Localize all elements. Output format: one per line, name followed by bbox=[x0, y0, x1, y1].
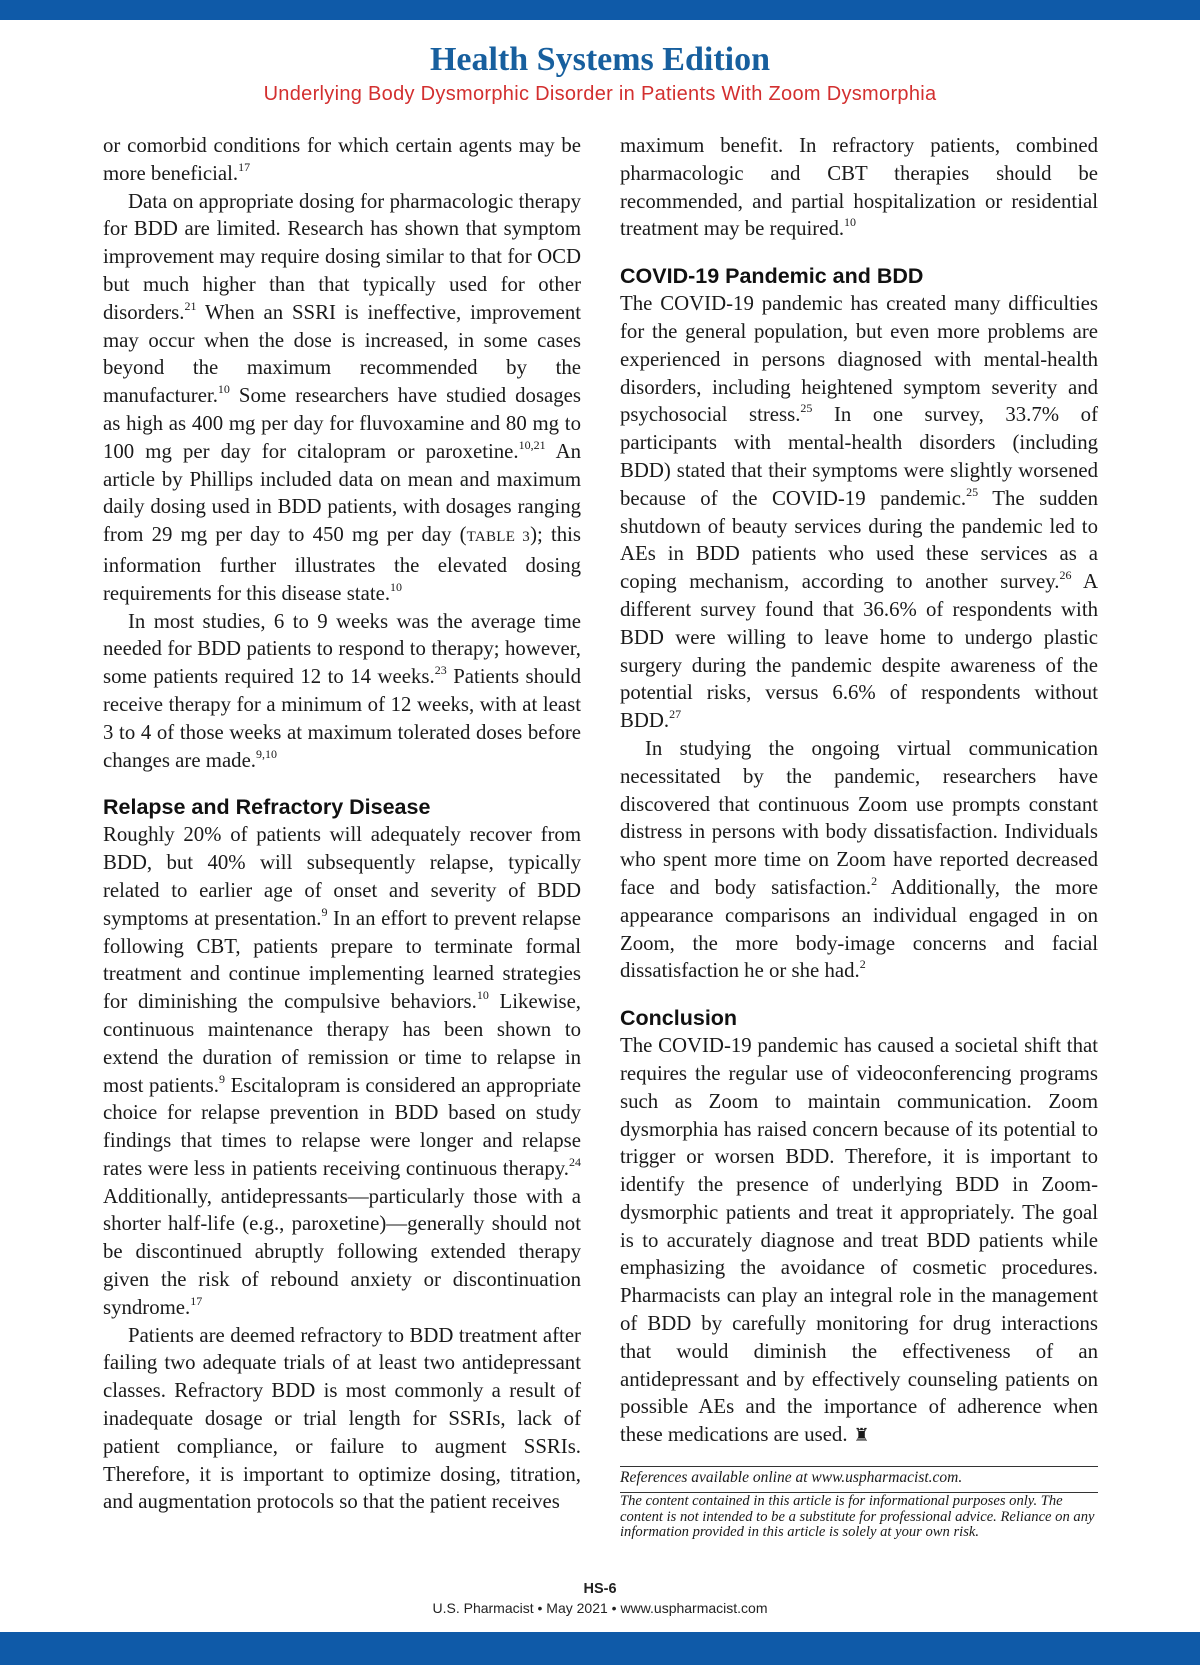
citation: 9,10 bbox=[256, 746, 278, 761]
table-reference: TABLE 3 bbox=[466, 529, 531, 546]
citation: 10,21 bbox=[518, 437, 546, 452]
pharmacy-mortar-icon: ♜ bbox=[853, 1425, 870, 1446]
paragraph: In most studies, 6 to 9 weeks was the average time needed for BDD patients to respond to therapy; however, some patients required 12 to 14 weeks.$^{23}$ Patients should receive therapy for a minimum of 12 weeks, with at least 3 to 4 of those weeks at maximum tolerated doses before changes are made.$^{9,10}$ bbox=[103, 609, 582, 772]
paragraph: The COVID-19 pandemic has caused a societal shift that requires the regular use of videoconferencing programs such as Zoom to maintain communication. Zoom dysmorphia has raised concern because of its potential to trigger or worsen BDD. Therefore, it is important to identify the presence of underlying BDD in Zoom-dysmorphic patients and treat it appropriately. The goal is to accurately diagnose and treat BDD patients while emphasizing the avoidance of cosmetic procedures. Pharmacists can play an integral role in the management of BDD by carefully monitoring for drug interactions that would diminish the effectiveness of an antidepressant and by effectively counseling patients on possible AEs and the importance of adherence when these medications are used. ♜ bbox=[620, 1034, 1098, 1447]
citation: 23 bbox=[434, 663, 447, 678]
section-heading-conclusion: Conclusion bbox=[620, 1006, 738, 1031]
citation: 21 bbox=[184, 298, 197, 313]
citation: 9 bbox=[321, 904, 328, 919]
citation: 9 bbox=[218, 1071, 225, 1086]
citation: 2 bbox=[859, 957, 866, 972]
citation: 10 bbox=[844, 215, 857, 230]
citation: 17 bbox=[190, 1293, 203, 1308]
references-note: References available online at www.uspharmacist.com. bbox=[620, 1466, 1098, 1487]
edition-title: Health Systems Edition bbox=[429, 41, 771, 78]
citation: 10 bbox=[217, 382, 230, 397]
left-column bbox=[103, 132, 581, 1516]
paragraph: or comorbid conditions for which certain agents may be more beneficial.$^{17}$ bbox=[103, 134, 581, 185]
bottom-color-band bbox=[0, 1632, 1200, 1665]
right-column bbox=[620, 132, 1098, 1541]
paragraph: The COVID-19 pandemic has created many difficulties for the general population, but even more problems are experienced in persons diagnosed with mental-health disorders, including heightened symptom severity and psychosocial stress.$^{25}$ In one survey, 33.7% of participants with mental-health disorders (including BDD) stated that their symptoms were slightly worsened because of the COVID-19 pandemic.$^{25}$ The sudden shutdown of beauty services during the pandemic led to AEs in BDD patients who used these services as a coping mechanism, according to another survey.$^{26}$ A different survey found that 36.6% of respondents with BDD were willing to leave home to undergo plastic surgery during the pandemic despite awareness of the potential risks, versus 6.6% of respondents without BDD.$^{27}$ bbox=[620, 292, 1098, 733]
page-number: HS-6 bbox=[583, 1581, 617, 1597]
section-heading-relapse: Relapse and Refractory Disease bbox=[103, 795, 431, 820]
citation: 17 bbox=[238, 159, 251, 174]
citation: 25 bbox=[800, 401, 813, 416]
citation: 24 bbox=[569, 1154, 581, 1169]
paragraph: In studying the ongoing virtual communication necessitated by the pandemic, researchers have discovered that continuous Zoom use prompts constant distress in persons with body dissatisfaction. Individuals who spent more time on Zoom have reported decreased face and body satisfaction.$^2$ Additionally, the more appearance comparisons an individual engaged in on Zoom, the more body-image concerns and facial dissatisfaction he or she had.$^2$ bbox=[620, 736, 1098, 983]
citation: 27 bbox=[669, 707, 682, 722]
publication-line: U.S. Pharmacist • May 2021 • www.uspharmacist.com bbox=[432, 1600, 768, 1616]
citation: 10 bbox=[476, 988, 489, 1003]
citation: 2 bbox=[871, 874, 878, 888]
citation: 10 bbox=[390, 579, 403, 594]
masthead bbox=[0, 40, 1200, 106]
disclaimer: The content contained in this article is for informational purposes only. The content is not intended to be a substitute for professional advice. Reliance on any information provided in this article is solely at your own risk. bbox=[620, 1492, 1098, 1541]
paragraph: Data on appropriate dosing for pharmacologic therapy for BDD are limited. Research has shown that symptom improvement may require dosing similar to that for OCD but much higher than that typically used for other disorders.$^{21}$ When an SSRI is ineffective, improvement may occur when the dose is increased, in some cases beyond the maximum recommended by the manufacturer.$^{10}$ Some researchers have studied dosages as high as 400 mg per day for fluvoxamine and 80 mg to 100 mg per day for citalopram or paroxetine.$^{10,21}$ An article by Phillips included data on mean and maximum daily dosing used in BDD patients, with dosages ranging from 29 mg per day to 450 mg per day (TABLE 3); this information further illustrates the elevated dosing requirements for this disease state.$^{10}$ bbox=[103, 189, 581, 605]
citation: 25 bbox=[966, 484, 979, 499]
section-heading-covid: COVID-19 Pandemic and BDD bbox=[620, 264, 924, 289]
article-title: Underlying Body Dysmorphic Disorder in Patients With Zoom Dysmorphia bbox=[263, 83, 937, 106]
paragraph: maximum benefit. In refractory patients, combined pharmacologic and CBT therapies should be recommended, and partial hospitalization or residential treatment may be required.$^{10}$ bbox=[620, 134, 1098, 241]
page-footer bbox=[0, 1580, 1200, 1618]
paragraph: Patients are deemed refractory to BDD treatment after failing two adequate trials of at least two antidepressant classes. Refractory BDD is most commonly a result of inadequate dosage or trial length for SSRIs, lack of patient compliance, or failure to augment SSRIs. Therefore, it is important to optimize dosing, titration, and augmentation protocols so that the patient receives bbox=[103, 1323, 581, 1514]
citation: 26 bbox=[1059, 568, 1072, 583]
top-color-band bbox=[0, 0, 1200, 20]
paragraph: Roughly 20% of patients will adequately recover from BDD, but 40% will subsequently relapse, typically related to earlier age of onset and severity of BDD symptoms at presentation.$^9$ In an effort to prevent relapse following CBT, patients prepare to terminate formal treatment and continue implementing learned strategies for diminishing the compulsive behaviors.$^{10}$ Likewise, continuous maintenance therapy has been shown to extend the duration of remission or time to relapse in most patients.$^9$ Escitalopram is considered an appropriate choice for relapse prevention in BDD based on study findings that times to relapse were longer and relapse rates were less in patients receiving continuous therapy.$^{24}$ Additionally, antidepressants—particularly those with a shorter half-life (e.g., paroxetine)—generally should not be discontinued abruptly following extended therapy given the risk of rebound anxiety or discontinuation syndrome.$^{17}$ bbox=[103, 823, 582, 1319]
